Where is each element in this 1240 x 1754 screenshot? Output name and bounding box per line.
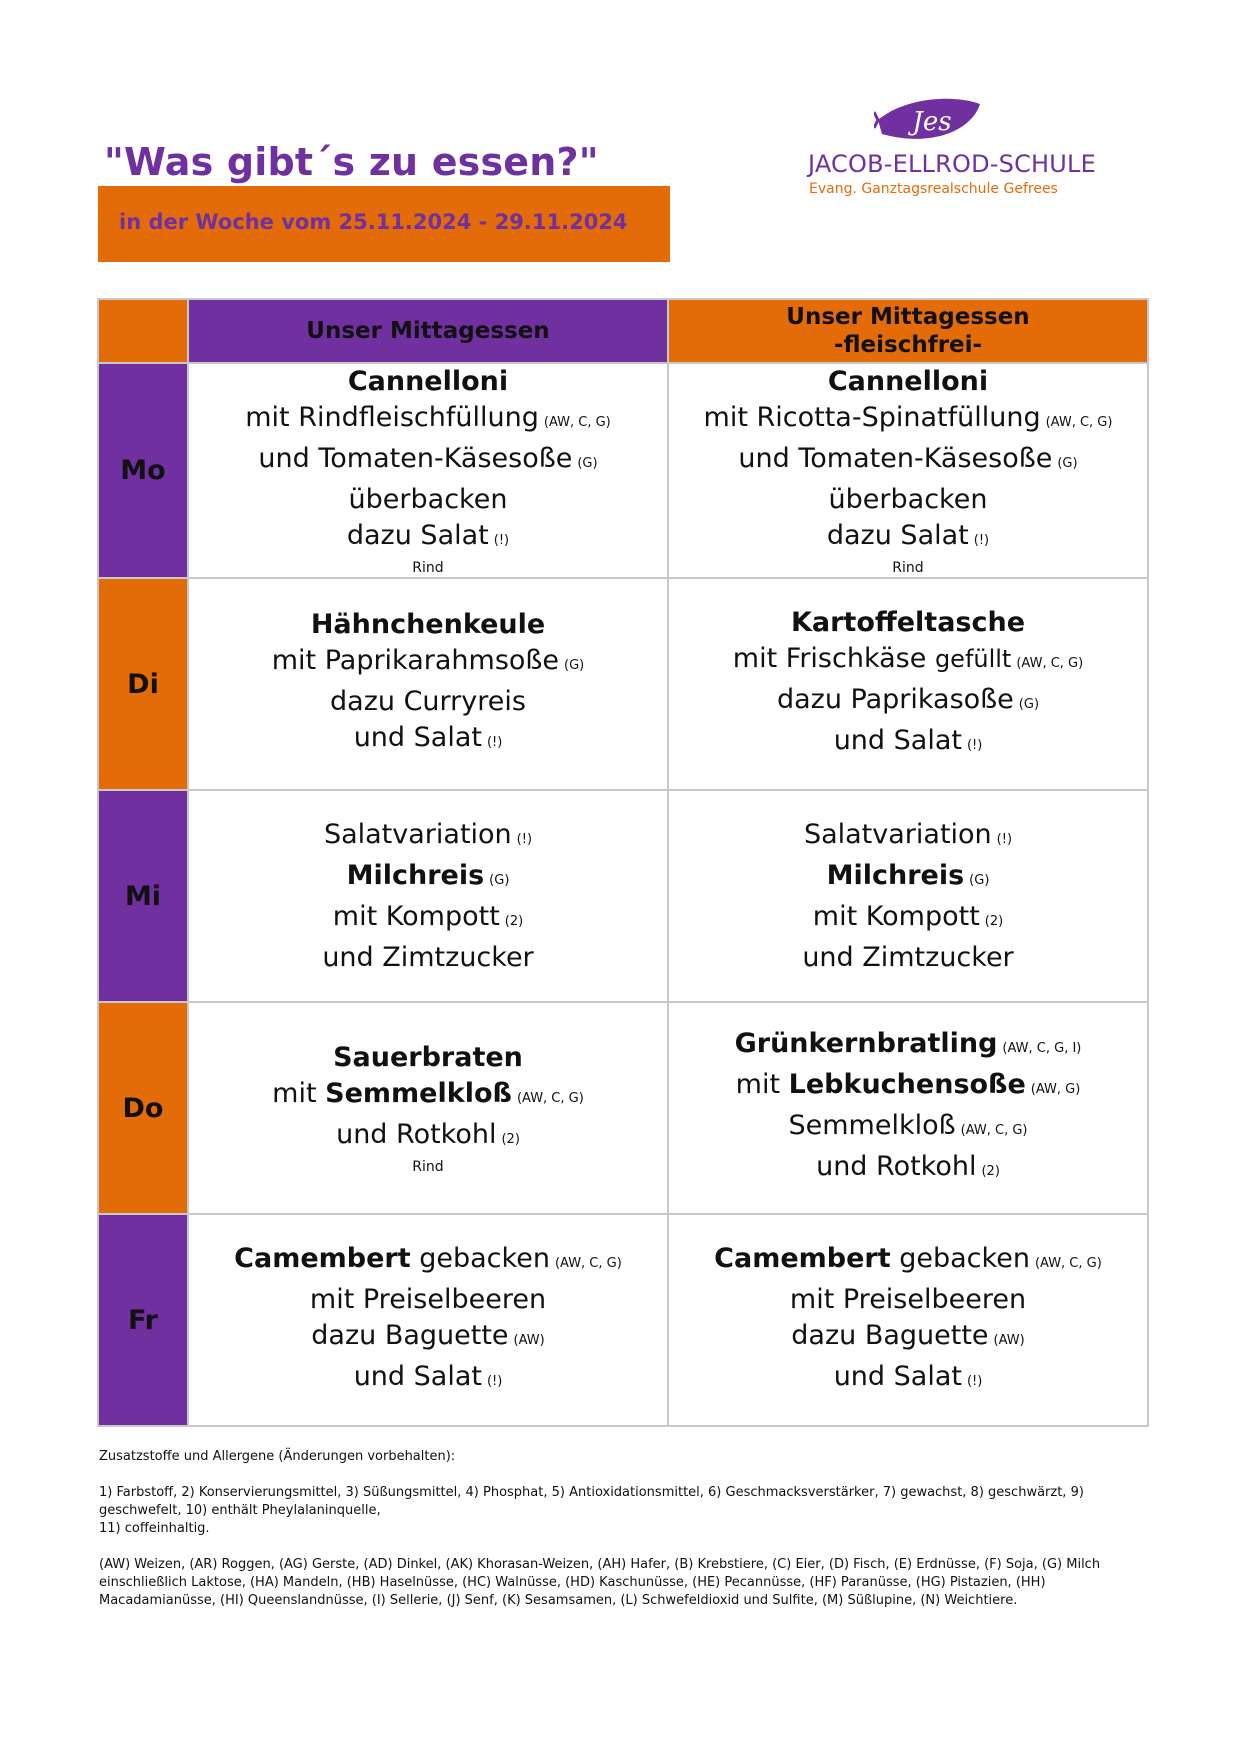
dish-line [669,1241,1147,1282]
dish-line [189,720,667,761]
fish-logo-icon [874,94,986,148]
dish-description [189,1241,667,1400]
dish-text: dazu Salat [826,520,969,551]
dish-text: dazu Salat [346,520,489,551]
dish-line [189,607,667,643]
dish-text: mit Paprikarahmsoße [271,645,560,676]
dish-description [669,817,1147,976]
dish-line [669,1026,1147,1067]
allergen-codes: (AW, G) [1030,1082,1081,1097]
dish-text: und Salat [353,1360,482,1392]
allergen-codes: (G) [1057,456,1078,471]
menu-header-row [98,299,1148,363]
dish-text: mit Kompott [332,900,500,932]
dish-line [669,723,1147,764]
allergen-codes: (AW, C, G) [1045,415,1113,430]
dish-line [189,364,667,400]
dish-text: mit [272,1078,317,1109]
dish-name-bold: Camembert [234,1242,411,1274]
allergen-codes: (!) [996,831,1013,847]
dish-line [189,643,667,684]
dish-line [189,1040,667,1076]
dish-line [189,684,667,720]
allergen-codes: (!) [516,831,533,847]
allergen-codes: (AW, C, G) [516,1091,584,1106]
dish-name-bold: Semmelkloß [325,1078,512,1109]
header-standard-meal [188,299,668,363]
allergen-codes: (AW, C, G, I) [1002,1041,1082,1056]
dish-text: mit Ricotta-Spinatfüllung [703,402,1041,433]
allergen-codes: (G) [564,658,585,673]
dish-line [189,1359,667,1400]
meatfree-meal-cell [668,578,1148,790]
dish-text: und Salat [833,724,962,756]
dish-name-bold: Hähnchenkeule [310,609,546,640]
dish-line [189,1282,667,1318]
allergen-codes: (G) [969,872,990,888]
standard-meal-cell [188,1214,668,1426]
header-blank-cell [98,299,188,363]
dish-line [669,858,1147,899]
meatfree-meal-cell [668,790,1148,1002]
dish-name-bold: Lebkuchensoße [788,1069,1026,1100]
dish-text: dazu Paprikasoße [776,683,1014,715]
meat-note: Rind [412,1159,444,1175]
dish-text: dazu Baguette [791,1319,989,1351]
dish-name-bold: Cannelloni [827,366,989,397]
dish-name-bold: Camembert [714,1242,891,1274]
allergen-codes: (!) [973,533,990,548]
dish-text: und Salat [833,1360,962,1392]
dish-text: Salatvariation [803,818,992,850]
dish-text: mit Frischkäse [732,642,927,674]
dish-description [189,607,667,761]
allergen-codes: (AW) [993,1332,1025,1348]
school-logo [808,94,1098,204]
dish-description [669,1241,1147,1400]
dish-text: mit Kompott [812,900,980,932]
dish-line [189,858,667,899]
dish-text: mit Preiselbeeren [309,1283,547,1315]
dish-line [189,1117,667,1158]
menu-day-row [98,1002,1148,1214]
header-standard-label: Unser Mittagessen [306,318,550,344]
page-title: "Was gibt´s zu essen?" [104,140,599,184]
standard-meal-cell [188,790,668,1002]
dish-line [189,899,667,940]
allergen-codes: (G) [489,872,510,888]
dish-text: und Tomaten-Käsesoße [258,443,573,474]
school-name: JACOB-ELLROD-SCHULE [808,150,1096,178]
meatfree-meal-cell [668,1214,1148,1426]
dish-line [189,1318,667,1359]
day-label: Di [98,578,188,790]
allergen-codes: (AW) [513,1332,545,1348]
dish-line [669,1318,1147,1359]
dish-text: überbacken [348,484,508,515]
dish-line [669,518,1147,559]
dish-text: überbacken [828,484,988,515]
allergen-codes: (!) [966,1373,983,1389]
standard-meal-cell [188,363,668,578]
allergen-codes: (AW, C, G) [960,1123,1028,1138]
dish-text: und Zimtzucker [802,941,1014,973]
dish-line [669,364,1147,400]
allergen-codes: (!) [486,735,503,750]
day-label: Fr [98,1214,188,1426]
dish-text: und Zimtzucker [322,941,534,973]
menu-day-row [98,363,1148,578]
dish-line [189,441,667,482]
day-label: Mo [98,363,188,578]
header-meatfree-label-2: -fleischfrei- [833,332,983,358]
dish-line [669,441,1147,482]
dish-line [669,817,1147,858]
dish-description [189,364,667,577]
dish-text: dazu Curryreis [330,686,526,717]
dish-text: dazu Baguette [311,1319,509,1351]
menu-day-row [98,1214,1148,1426]
dish-name-bold: Grünkernbratling [734,1028,998,1059]
dish-description [669,1026,1147,1190]
allergen-codes: (AW, C, G) [543,415,611,430]
dish-line [669,1108,1147,1149]
dish-line [189,400,667,441]
dish-line [669,605,1147,641]
dish-description [669,605,1147,764]
dish-text: gebacken [419,1242,550,1274]
allergen-codes: (G) [1018,696,1040,712]
dish-line [669,682,1147,723]
allergen-codes: (2) [984,913,1004,929]
dish-description [189,817,667,976]
allergen-codes: (G) [577,456,598,471]
menu-table [97,298,1149,1427]
allergen-codes: (2) [504,913,524,929]
dish-text: mit [735,1069,781,1100]
header-meatfree-meal [668,299,1148,363]
dish-line [669,899,1147,940]
dish-line [189,940,667,976]
logo-mark-text: Jes [912,107,952,137]
header-meatfree-label-1: Unser Mittagessen [786,304,1030,330]
dish-name-bold: Sauerbraten [333,1042,523,1073]
meat-note: Rind [412,560,444,576]
standard-meal-cell [188,578,668,790]
dish-text: und Salat [353,722,482,753]
dish-text-small: gefüllt [934,644,1012,673]
day-label: Do [98,1002,188,1214]
dish-description [189,1040,667,1176]
standard-meal-cell [188,1002,668,1214]
meatfree-meal-cell [668,1002,1148,1214]
dish-line [669,1149,1147,1190]
allergen-codes: (!) [966,737,983,753]
legend-additives-2: 11) coffeinhaltig. [99,1521,210,1536]
dish-text: und Rotkohl [336,1119,497,1150]
allergen-codes: (AW, C, G) [1016,655,1084,671]
week-label: in der Woche vom 25.11.2024 - 29.11.2024 [119,210,628,234]
school-subtitle: Evang. Ganztagsrealschule Gefrees [809,181,1058,197]
dish-line [189,1076,667,1117]
dish-name-bold: Kartoffeltasche [790,606,1026,638]
allergen-codes: (!) [486,1373,503,1389]
day-label: Mi [98,790,188,1002]
menu-day-row [98,790,1148,1002]
dish-line [189,1241,667,1282]
meat-note: Rind [892,560,924,576]
dish-line [669,400,1147,441]
dish-line [669,641,1147,682]
dish-name-bold: Milchreis [346,859,485,891]
dish-line [669,482,1147,518]
allergen-codes: (!) [493,533,510,548]
dish-text: gebacken [899,1242,1030,1274]
dish-line [189,817,667,858]
dish-text: mit Preiselbeeren [789,1283,1027,1315]
dish-name-bold: Cannelloni [347,366,509,397]
legend-allergens: (AW) Weizen, (AR) Roggen, (AG) Gerste, (AD) Dinkel, (AK) Khorasan-Weizen, (AH) Hafer, (B) Krebstiere, (C) Eier, (D) Fisch, (E) Erdnüsse, (F) Soja, (G) Milch einschließlich Laktose, (HA) Mandeln, (HB) Haselnüsse, (HC) Walnüsse, (HD) Kaschunüsse, (HE) Pecannüsse, (HF) Paranüsse, (HG) Pistazien, (HH) Macadamianüsse, (HI) Queenslandnüsse, (I) Sellerie, (J) Senf, (K) Sesamsamen, (L) Schwefeldioxid und Sulfite, (M) Süßlupine, (N) Weichtiere. [99,1557,1101,1608]
dish-name-bold: Milchreis [826,859,965,891]
legend-heading: Zusatzstoffe und Allergene (Änderungen vorbehalten): [99,1449,456,1464]
dish-line [189,482,667,518]
dish-description [669,364,1147,577]
dish-text: mit Rindfleischfüllung [245,402,539,433]
week-banner [98,186,670,262]
dish-line [669,940,1147,976]
dish-line [189,518,667,559]
allergen-codes: (2) [981,1164,1000,1179]
menu-day-row [98,578,1148,790]
dish-line [669,1282,1147,1318]
allergen-codes: (AW, C, G) [554,1255,622,1271]
dish-text: Salatvariation [323,818,512,850]
allergen-codes: (AW, C, G) [1034,1255,1102,1271]
allergen-legend [99,1448,1149,1628]
dish-line [669,1359,1147,1400]
dish-text: und Tomaten-Käsesoße [738,443,1053,474]
dish-text: und Rotkohl [816,1151,977,1182]
dish-text: Semmelkloß [788,1110,956,1141]
dish-line [669,1067,1147,1108]
meatfree-meal-cell [668,363,1148,578]
legend-additives-1: 1) Farbstoff, 2) Konservierungsmittel, 3) Süßungsmittel, 4) Phosphat, 5) Antioxidationsmittel, 6) Geschmacksverstärker, 7) gewachst, 8) geschwärzt, 9) geschwefelt, 10) enthält Pheylalaninquelle, [99,1485,1084,1518]
allergen-codes: (2) [501,1132,520,1147]
